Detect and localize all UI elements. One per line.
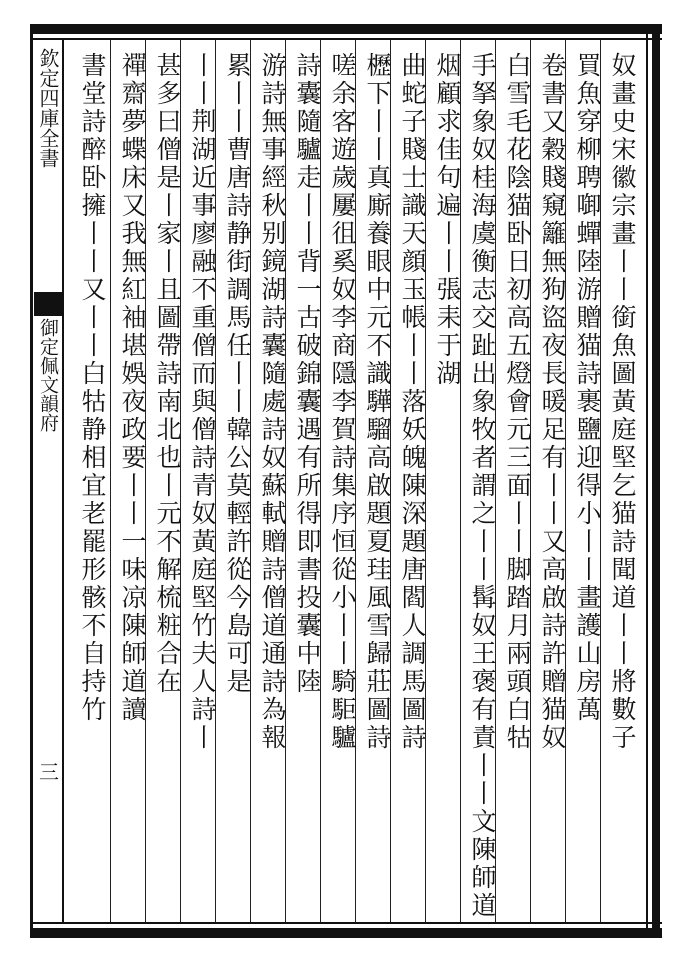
margin-book-title: 欽定四庫全書	[36, 48, 60, 168]
text-column-14: 甚多曰僧是丨家丨且圖帶詩南北也丨元不解梳粧合在	[153, 52, 182, 696]
frame-right-border	[652, 24, 660, 938]
text-column-15: 禪齋夢蝶床又我無紅袖堪娛夜政要丨丨一味凉陳師道讀	[118, 52, 147, 724]
margin-work-title: 御定佩文韻府	[37, 318, 59, 432]
text-column-6: 烟顧求佳句遍丨丨張耒于湖	[433, 52, 462, 388]
frame-top-border	[30, 24, 662, 34]
margin-fish-tail	[34, 292, 62, 316]
text-column-7: 曲蛇子賤士識天顔玉帳丨丨落妖魄陳深題唐閻人調馬圖詩	[398, 52, 427, 752]
text-column-13: 丨丨荆湖近事廖融不重僧而與僧詩青奴黃庭堅竹夫人詩丨	[188, 52, 217, 752]
frame-right-inner-border	[646, 24, 648, 938]
text-column-12: 累丨丨曹唐詩静街調馬任丨丨韓公莫輕許從今島可是	[223, 52, 252, 696]
text-column-3: 卷書又穀賤窺籬無狗盜夜長暖足有丨丨又高啟詩許贈猫奴	[538, 52, 567, 752]
text-column-9: 嗟余客遊歲屢徂奚奴李商隱李賀詩集序恒從小丨丨騎駏驢	[328, 52, 357, 752]
text-column-2: 買魚穿柳聘啣蟬陸游贈猫詩裹鹽迎得小丨丨畫護山房萬	[573, 52, 602, 724]
text-column-11: 游詩無事經秋别鏡湖詩囊隨處詩奴蘇軾贈詩僧道通詩為報	[258, 52, 287, 752]
text-column-4: 白雪毛花陰猫卧日初高五燈會元三面丨丨脚踏月兩頭白牯	[503, 52, 532, 752]
frame-top-inner-border	[30, 38, 662, 40]
text-column-8: 櫪下丨丨真廝養眼中元不識驊騮高啟題夏珪風雪歸莊圖詩	[363, 52, 392, 752]
frame-left-border	[30, 24, 33, 938]
text-column-16: 書堂詩醉卧擁丨丨又丨丨白牯静相宜老罷形骸不自持竹	[78, 52, 107, 724]
frame-bottom-inner-border	[30, 922, 662, 924]
text-column-1: 奴畫史宋徽宗畫丨丨銜魚圖黃庭堅乞猫詩聞道丨丨將數子	[608, 52, 637, 752]
margin-divider	[62, 40, 64, 922]
page-number: 三	[39, 760, 59, 784]
text-column-5: 手拏象奴桂海虞衡志交趾出象牧者謂之丨丨髯奴王褒有責丨丨文陳師道	[468, 52, 497, 920]
text-column-10: 詩囊隨驢走丨丨背一古破錦囊遇有所得即書投囊中陸	[293, 52, 322, 696]
frame-bottom-border	[30, 928, 662, 938]
